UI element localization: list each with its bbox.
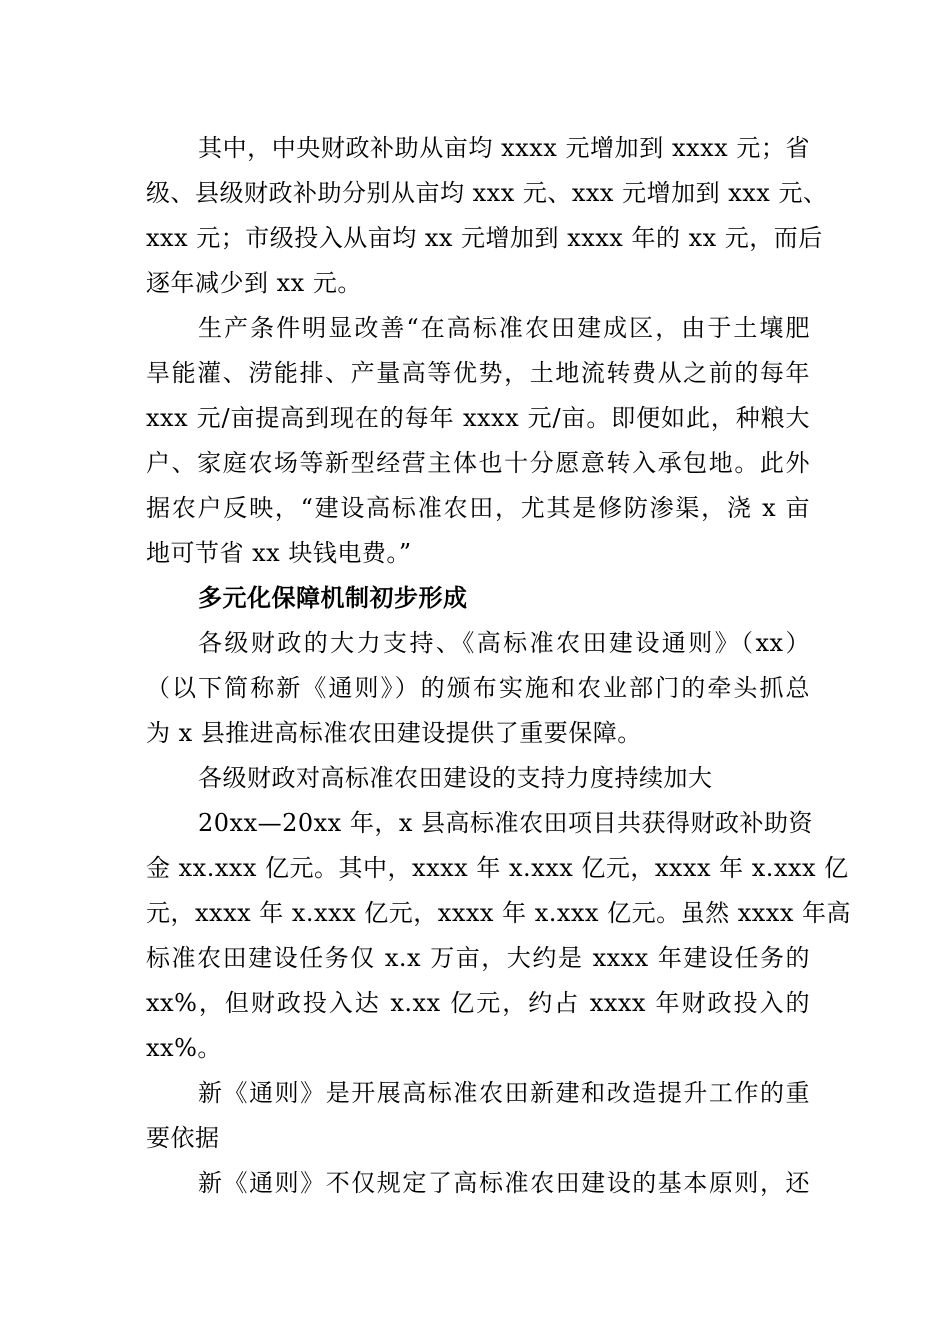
subsection-heading: 各级财政对高标准农田建设的支持力度持续加大 [198,764,713,792]
text-line: xx%。 [146,1034,222,1062]
document-body [146,126,851,1206]
text-line: 新《通则》不仅规定了高标准农田建设的基本原则，还 [198,1169,810,1197]
text-line: 为 x 县推进高标准农田建设提供了重要保障。 [146,719,642,747]
text-line: 逐年减少到 xx 元。 [146,269,362,297]
text-line: 级、县级财政补助分别从亩均 xxx 元、xxx 元增加到 xxx 元、 [146,179,828,207]
text-line: 金 xx.xxx 亿元。其中，xxxx 年 x.xxx 亿元，xxxx 年 x.xxx 亿 [146,854,849,882]
text-line: 20xx—20xx 年，x 县高标准农田项目共获得财政补助资 [198,809,814,837]
section-heading: 多元化保障机制初步形成 [198,584,468,612]
text-line: xxx 元；市级投入从亩均 xx 元增加到 xxxx 年的 xx 元，而后 [146,224,823,252]
text-line: 地可节省 xx 块钱电费。” [146,539,412,567]
text-line: xx%，但财政投入达 x.xx 亿元，约占 xxxx 年财政投入的 [146,989,810,1017]
text-line: 各级财政的大力支持、《高标准农田建设通则》（xx） [198,629,810,657]
text-line: 据农户反映，“建设高标准农田，尤其是修防渗渠，浇 x 亩 [146,494,810,522]
subsection-heading: 要依据 [146,1124,220,1152]
text-line: 旱能灌、涝能排、产量高等优势，土地流转费从之前的每年 [146,359,810,387]
subsection-heading: 新《通则》是开展高标准农田新建和改造提升工作的重 [198,1079,810,1107]
text-line: 生产条件明显改善“在高标准农田建成区，由于土壤肥 [198,314,810,342]
text-line: xxx 元/亩提高到现在的每年 xxxx 元/亩。即便如此，种粮大 [146,404,810,432]
text-line: 标准农田建设任务仅 x.x 万亩，大约是 xxxx 年建设任务的 [146,944,810,972]
text-line: （以下简称新《通则》）的颁布实施和农业部门的牵头抓总 [146,674,810,702]
text-line: 户、家庭农场等新型经营主体也十分愿意转入承包地。此外 [146,449,810,477]
text-line: 其中，中央财政补助从亩均 xxxx 元增加到 xxxx 元；省 [198,134,810,162]
text-line: 元，xxxx 年 x.xxx 亿元，xxxx 年 x.xxx 亿元。虽然 xxxx 年高 [146,899,851,927]
